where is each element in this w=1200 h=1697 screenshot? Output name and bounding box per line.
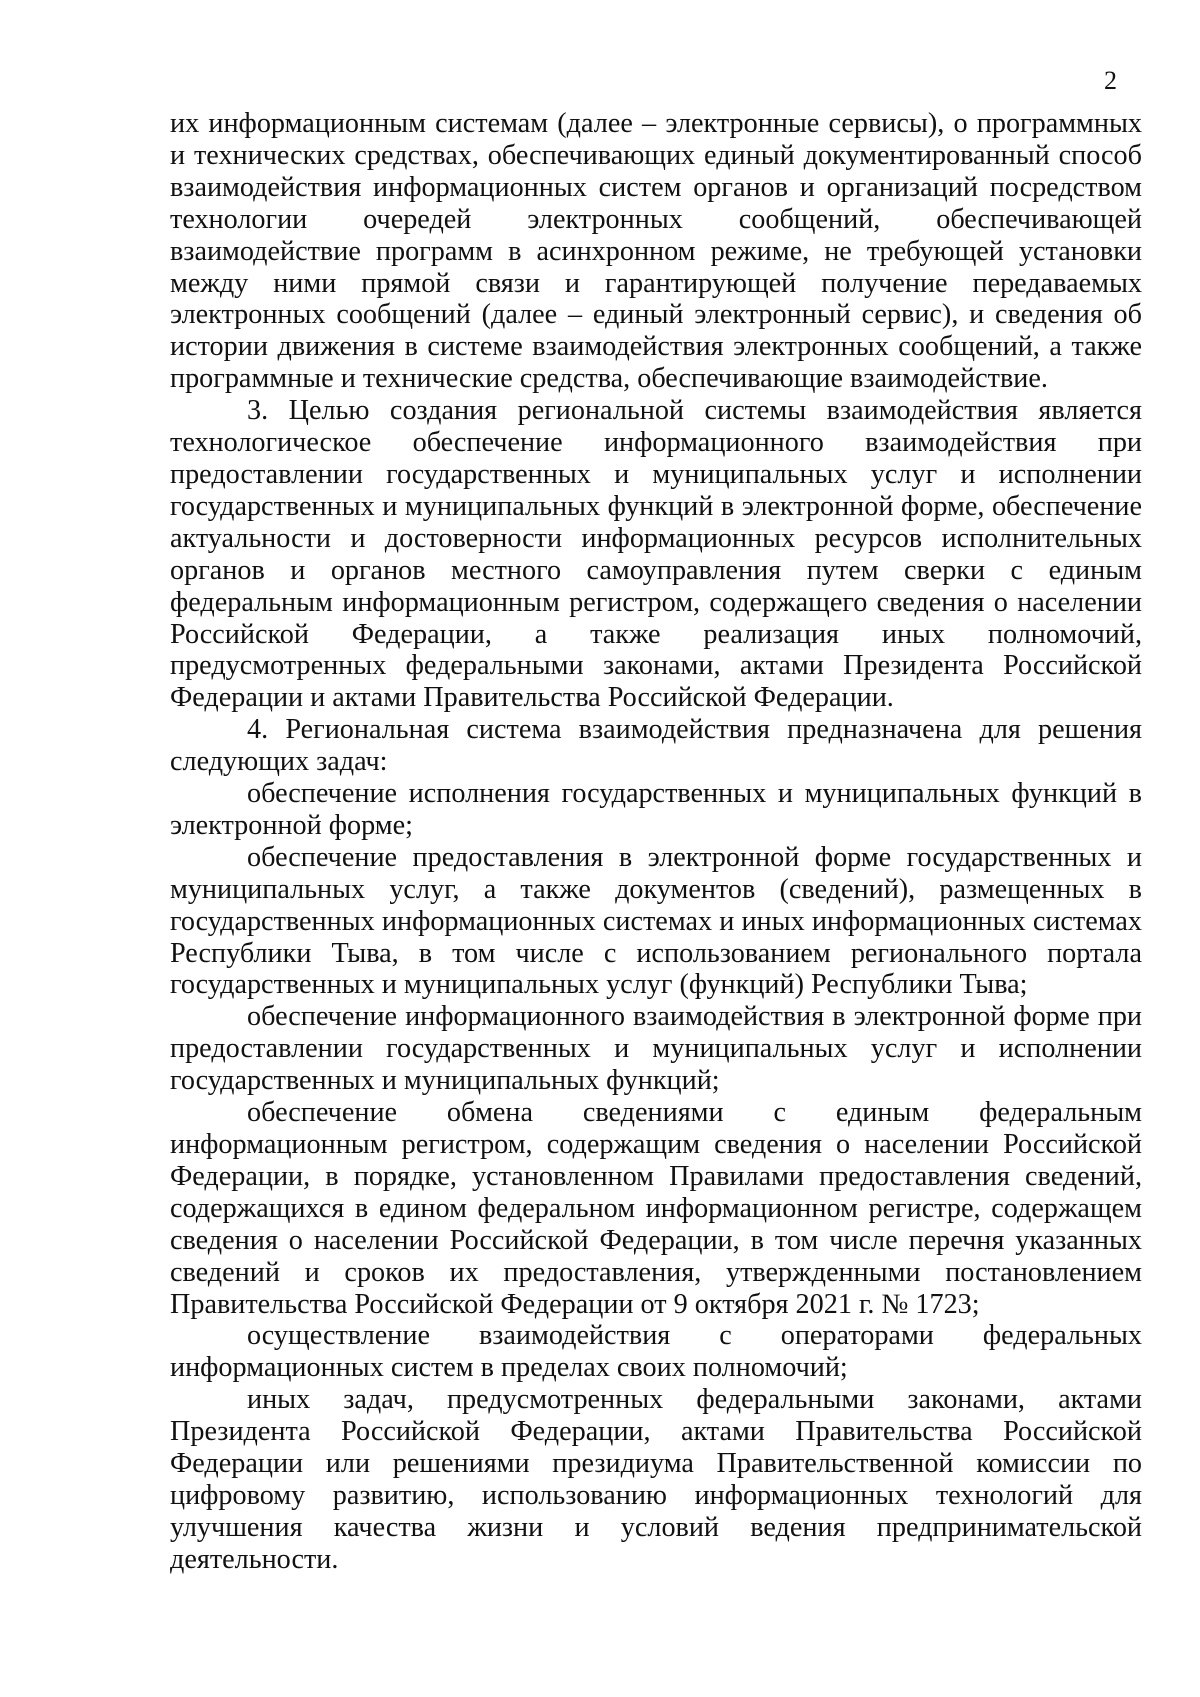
paragraph-item-3: 3. Целью создания региональной системы взаимодействия является технологическое обеспечение информационного взаимодействия при предоставлении государственных и муниципальных услуг и исполнении государственных и муниципальных функций в электронной форме, обеспечение актуальности и достоверности информационных ресурсов исполнительных органов и органов местного самоуправления путем сверки с единым федеральным информационным регистром, содержащего сведения о населении Российской Федерации, а также реализация иных полномочий, предусмотренных федеральными законами, актами Президента Российской Федерации и актами Правительства Российской Федерации.	[170, 395, 1142, 714]
task-register-exchange: обеспечение обмена сведениями с единым федеральным информационным регистром, содержащим сведения о населении Российской Федерации, в порядке, установленном Правилами предоставления сведений, содержащихся в едином федеральном информационном регистре, содержащем сведения о населении Российской Федерации, в том числе перечня указанных сведений и сроков их предоставления, утвержденными постановлением Правительства Российской Федерации от 9 октября 2021 г. № 1723;	[170, 1097, 1142, 1320]
page-number: 2	[1104, 66, 1117, 95]
task-electronic-services: обеспечение предоставления в электронной форме государственных и муниципальных услуг, а также документов (сведений), размещенных в государственных информационных системах и иных информационных системах Республики Тыва, в том числе с использованием регионального портала государственных и муниципальных услуг (функций) Республики Тыва;	[170, 841, 1142, 1001]
task-information-interaction: обеспечение информационного взаимодействия в электронной форме при предоставлении государственных и муниципальных услуг и исполнении государственных и муниципальных функций;	[170, 1001, 1142, 1097]
task-federal-operators: осуществление взаимодействия с операторами федеральных информационных систем в пределах своих полномочий;	[170, 1320, 1142, 1384]
paragraph-item-4: 4. Региональная система взаимодействия предназначена для решения следующих задач:	[170, 714, 1142, 778]
task-other: иных задач, предусмотренных федеральными законами, актами Президента Российской Федерации, актами Правительства Российской Федерации или решениями президиума Правительственной комиссии по цифровому развитию, использованию информационных технологий для улучшения качества жизни и условий ведения предпринимательской деятельности.	[170, 1384, 1142, 1575]
document-body	[170, 108, 1142, 1576]
task-electronic-functions: обеспечение исполнения государственных и муниципальных функций в электронной форме;	[170, 778, 1142, 841]
paragraph-continuation: их информационным системам (далее – электронные сервисы), о программных и технических средствах, обеспечивающих единый документированный способ взаимодействия информационных систем органов и организаций посредством технологии очередей электронных сообщений, обеспечивающей взаимодействие программ в асинхронном режиме, не требующей установки между ними прямой связи и гарантирующей получение передаваемых электронных сообщений (далее – единый электронный сервис), и сведения об истории движения в системе взаимодействия электронных сообщений, а также программные и технические средства, обеспечивающие взаимодействие.	[170, 108, 1142, 395]
